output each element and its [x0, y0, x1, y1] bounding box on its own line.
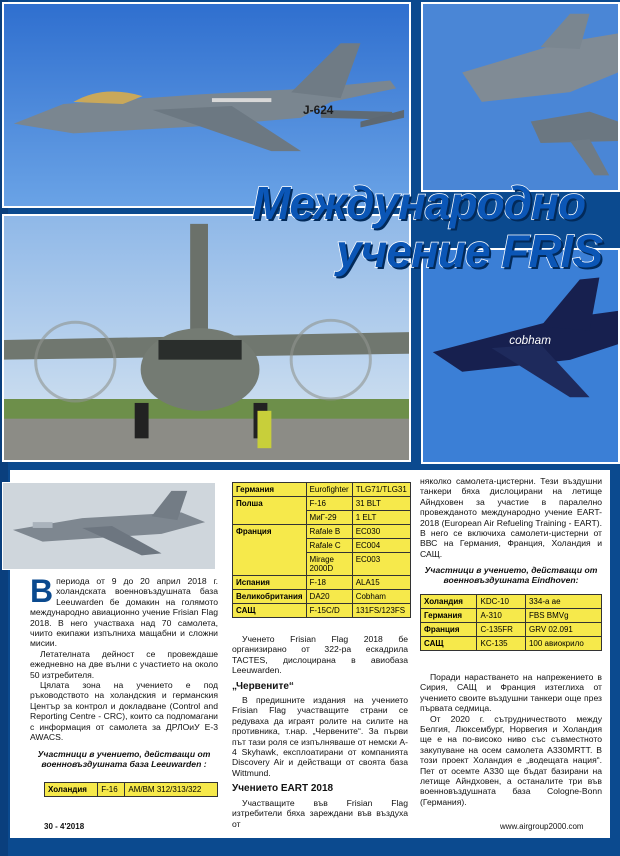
subheading-reds: „Червените“: [232, 680, 294, 692]
paragraph: Летателната дейност се провеждаше ежедневно на две вълни с участието на около 50 изтребителя.: [30, 648, 218, 680]
headline-line-2: учение FRIS: [336, 225, 603, 277]
table-cell: Mirage 2000D: [306, 553, 352, 576]
table-cell: ALA15: [352, 576, 410, 590]
table-cell: Испания: [233, 576, 307, 590]
table-row: [421, 595, 602, 609]
table-cell: KC-135: [477, 637, 526, 651]
table-cell: 100 авиокрило: [525, 637, 601, 651]
tanker-photo: [421, 248, 620, 464]
table-cell: Rafale B: [306, 525, 352, 539]
table-cell: KDC-10: [477, 595, 526, 609]
article-column-2: [232, 634, 408, 829]
table-cell: Холандия: [45, 783, 98, 797]
website-link[interactable]: www.airgroup2000.com: [500, 822, 584, 831]
subheading-eart: Учението EART 2018: [232, 783, 334, 795]
paragraph: Ученето Frisian Flag 2018 бе организирано от 322-ра ескадрила TACTES, дислоцирана в авиобаза Leeuwarden.: [232, 634, 408, 676]
article-column-3: [420, 476, 602, 589]
article-column-1: [30, 573, 218, 773]
table-cell: F-16: [98, 783, 125, 797]
f16-tail-code: J-624: [303, 102, 334, 117]
table-cell: САЩ: [233, 604, 307, 618]
table-row: [233, 497, 411, 511]
table-cell: Холандия: [421, 595, 477, 609]
participants-table-3: [44, 782, 218, 797]
table-cell: 1 ELT: [352, 511, 410, 525]
table-cell: AM/BM 312/313/322: [125, 783, 218, 797]
table-cell: F-16: [306, 497, 352, 511]
participants-table-1: [232, 482, 411, 618]
table-row: [421, 623, 602, 637]
table-3-title: Участници в учението, действащи от военновъздушната база Leeuwarden :: [37, 748, 211, 769]
table-cell: 334-а ае: [525, 595, 601, 609]
table-cell: САЩ: [421, 637, 477, 651]
table-cell: Великобритания: [233, 590, 307, 604]
table-cell: TLG71/TLG31: [352, 483, 410, 497]
table-cell: F-15C/D: [306, 604, 352, 618]
table-cell: EC003: [352, 553, 410, 576]
table-cell: Eurofighter: [306, 483, 352, 497]
table-cell: Полша: [233, 497, 307, 525]
paragraph: периода от 9 до 20 април 2018 г. холандската военновъздушната база Leeuwarden бе домакин на голямото международно авиационно учение Frisian Flag 2018. В него участваха над 70 самолета, чиито екипажи изпълниха мащабни и сложни мисии.: [30, 576, 218, 649]
table-cell: F-18: [306, 576, 352, 590]
table-row: [421, 609, 602, 623]
polish-f16-photo: [2, 482, 216, 570]
table-row: [233, 590, 411, 604]
table-row: [233, 525, 411, 539]
table-cell: C-135FR: [477, 623, 526, 637]
table-cell: Германия: [421, 609, 477, 623]
paragraph: Цялата зона на учението е под ръководството на холандския и германския Център за контрол и докладване (Control and Reporting Centre - CRC), които са подпомагани с информация от самолета за ДРЛОиУ Е-3 AWACS.: [30, 680, 218, 743]
table-2-title: Участници в учението, действащи от военновъздушната Eindhoven:: [424, 565, 598, 586]
table-cell: 131FS/123FS: [352, 604, 410, 618]
table-cell: Франция: [421, 623, 477, 637]
typhoon-photo: [421, 2, 620, 192]
drop-cap: В: [30, 573, 54, 609]
table-row: [233, 483, 411, 497]
table-row: [45, 783, 218, 797]
table-cell: FBS BMVg: [525, 609, 601, 623]
page-number: 30 - 4'2018: [44, 822, 85, 831]
table-cell: Cobham: [352, 590, 410, 604]
table-cell: DA20: [306, 590, 352, 604]
headline-line-1: Международно: [252, 177, 586, 229]
table-row: [233, 604, 411, 618]
table-cell: A-310: [477, 609, 526, 623]
paragraph: От 2020 г. сътрудничеството между Белгия, Люксембург, Норвегия и Холандия ще е на по-високо ниво със съвместното закупуване на осем самолета A330MRTT. В този проект Холандия е „водещата нация“. Пет от осемте A330 ще бъдат базирани на летище Айндховен, а останалите три във военновъздушната база Cologne-Bonn (Германия).: [420, 713, 602, 807]
table-row: [421, 637, 602, 651]
table-cell: GRV 02.091: [525, 623, 601, 637]
table-cell: Rafale C: [306, 539, 352, 553]
table-cell: 31 BLT: [352, 497, 410, 511]
tanker-livery-text: cobham: [509, 334, 552, 348]
table-cell: EC030: [352, 525, 410, 539]
table-row: [233, 576, 411, 590]
participants-table-2: [420, 594, 602, 651]
article-column-3-continued: [420, 672, 602, 807]
paragraph: Поради нарастването на напрежението в Сирия, САЩ и Франция изтеглиха от учението своите въздушни танкери още през първата седмица.: [420, 672, 602, 714]
table-cell: Франция: [233, 525, 307, 576]
table-cell: Германия: [233, 483, 307, 497]
table-cell: МиГ-29: [306, 511, 352, 525]
table-cell: EC004: [352, 539, 410, 553]
paragraph: Участващите във Frisian Flag изтребители бяха зареждани във въздуха от: [232, 797, 408, 829]
paragraph: няколко самолета-цистерни. Тези въздушни танкери бяха дислоцирани на летище Айндховен за участие в паралелно провежданото международно учение EART-2018 (European Air Refueling Training - EART). В него се включиха самолети-цистерни от ВВС на Германия, Франция, Холандия и САЩ.: [420, 476, 602, 559]
paragraph: В предишните издания на учението Frisian Flag участващите страни се редуваха да играят ролите на силите на противника, т.нар. „Червените“. За първи път тази роля се изпълняваше от немски A-4 Skyhawk, експлоатирани от компанията Discovery Air и действащи от своята база Wittmund.: [232, 695, 408, 778]
